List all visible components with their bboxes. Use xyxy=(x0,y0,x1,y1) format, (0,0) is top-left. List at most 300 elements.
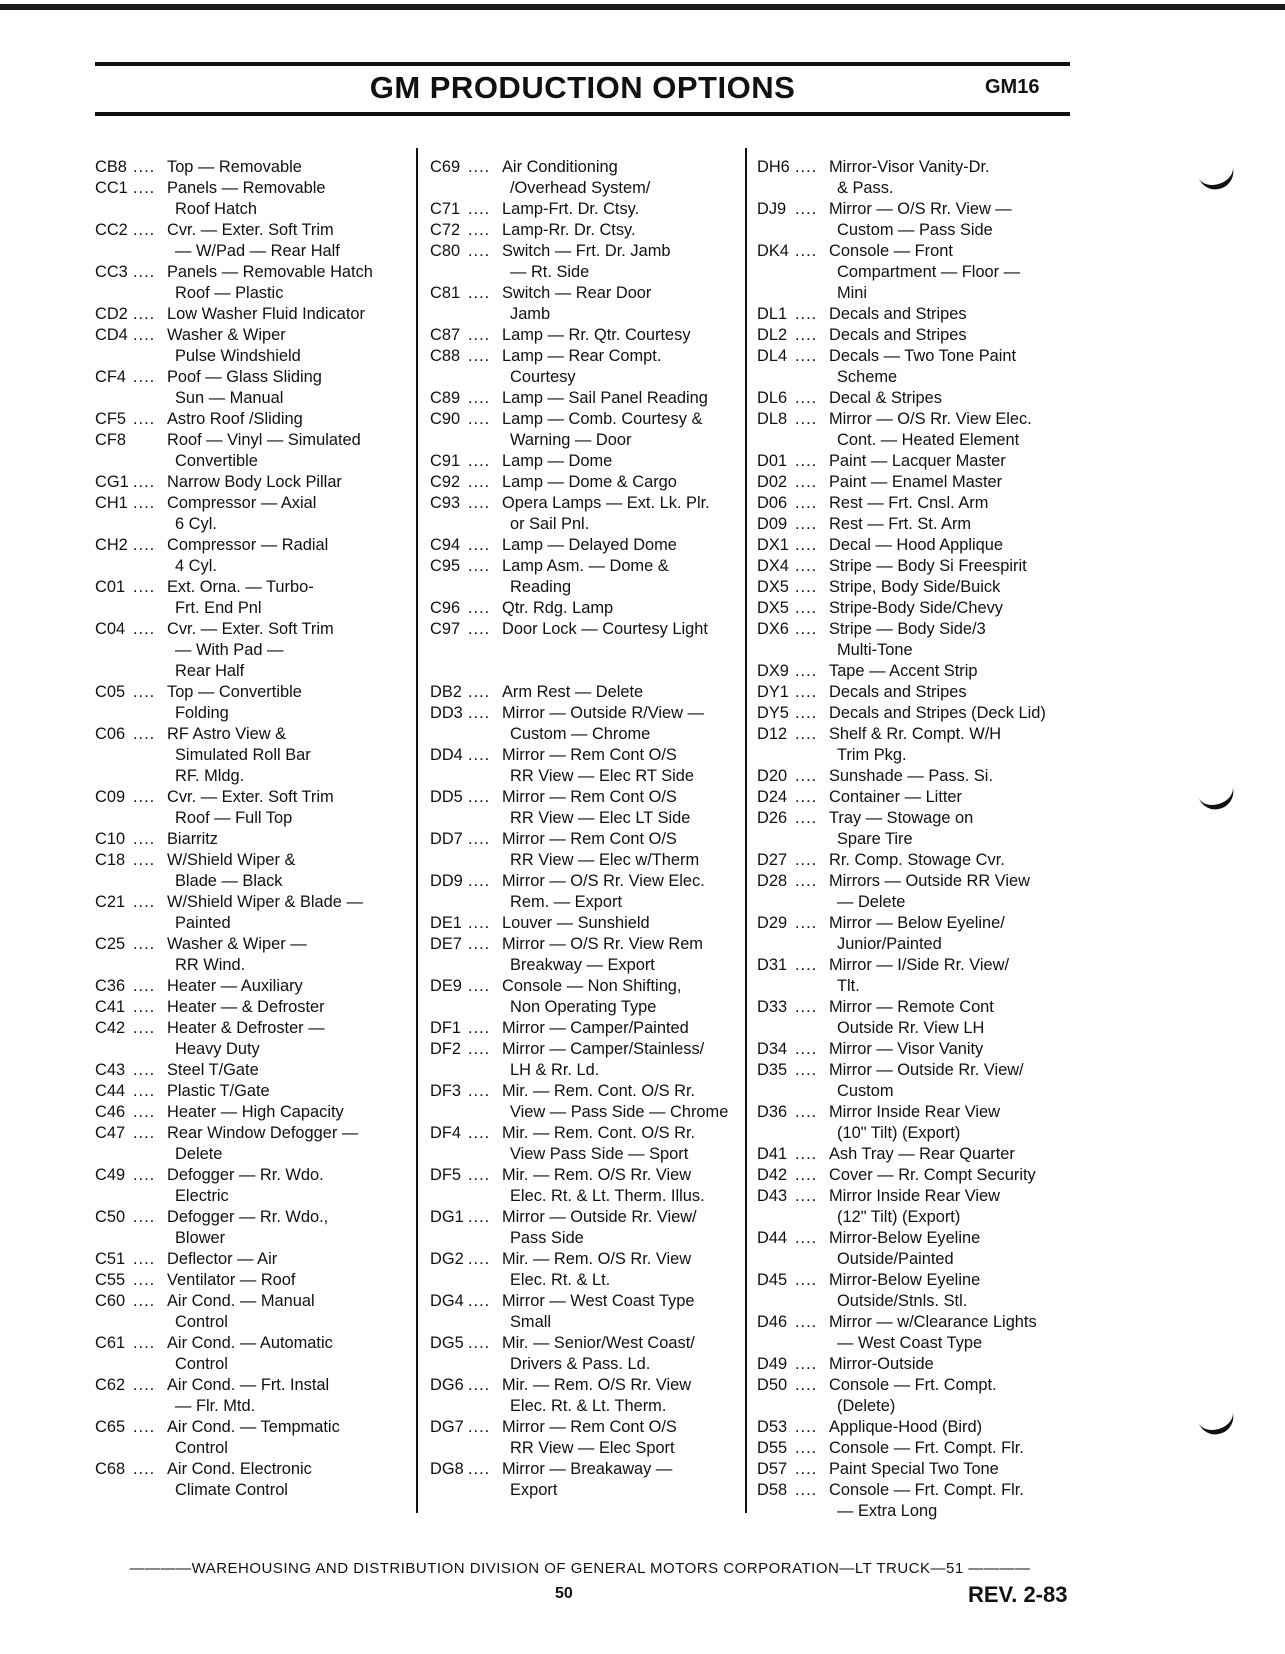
option-code: C43 xyxy=(95,1061,126,1079)
option-entry xyxy=(95,619,415,640)
option-entry xyxy=(430,472,745,493)
option-description: Rear Window Defogger — xyxy=(167,1124,359,1142)
option-description: Tray — Stowage on xyxy=(829,809,974,827)
leader-dots: .... xyxy=(795,1166,818,1184)
leader-dots: .... xyxy=(795,998,818,1016)
option-code: C96 xyxy=(430,599,461,617)
leader-dots: .... xyxy=(795,200,818,218)
option-entry xyxy=(95,724,415,745)
option-code: D55 xyxy=(757,1439,788,1457)
option-code: DF4 xyxy=(430,1124,461,1142)
option-code: CB8 xyxy=(95,158,127,176)
leader-dots: .... xyxy=(133,473,156,491)
option-entry xyxy=(95,976,415,997)
option-entry xyxy=(430,829,745,850)
option-code: CG1 xyxy=(95,473,129,491)
leader-dots: .... xyxy=(795,1418,818,1436)
option-code: DL8 xyxy=(757,410,788,428)
option-description-continued: Folding xyxy=(175,704,229,722)
option-description-continued: Simulated Roll Bar xyxy=(175,746,311,764)
option-description-continued: Elec. Rt. & Lt. Therm. xyxy=(510,1397,667,1415)
option-description: Mirror — Rem Cont O/S xyxy=(502,830,677,848)
option-entry xyxy=(430,1018,745,1039)
option-description-continued: RR Wind. xyxy=(175,956,246,974)
option-code: D58 xyxy=(757,1481,788,1499)
option-code: DG2 xyxy=(430,1250,464,1268)
option-code: C93 xyxy=(430,494,461,512)
option-description-continued: Elec. Rt. & Lt. xyxy=(510,1271,611,1289)
option-entry xyxy=(95,430,415,451)
leader-dots: .... xyxy=(133,1166,156,1184)
option-code: DF5 xyxy=(430,1166,461,1184)
option-description: Cvr. — Exter. Soft Trim xyxy=(167,620,334,638)
option-description-continued: Painted xyxy=(175,914,231,932)
option-entry xyxy=(430,451,745,472)
option-code: C61 xyxy=(95,1334,126,1352)
option-description: Console — Non Shifting, xyxy=(502,977,682,995)
option-code: DK4 xyxy=(757,242,789,260)
option-description: Lamp — Delayed Dome xyxy=(502,536,677,554)
option-code: DF3 xyxy=(430,1082,461,1100)
option-entry xyxy=(757,787,1087,808)
option-description-continued: RR View — Elec w/Therm xyxy=(510,851,700,869)
option-description: Mirror — O/S Rr. View — xyxy=(829,200,1012,218)
option-entry xyxy=(757,1144,1087,1165)
option-code: D45 xyxy=(757,1271,788,1289)
leader-dots: .... xyxy=(133,263,156,281)
option-code: C51 xyxy=(95,1250,126,1268)
leader-dots: .... xyxy=(133,1019,156,1037)
option-entry xyxy=(757,1459,1087,1480)
page-code: GM16 xyxy=(985,76,1040,98)
option-description-continued: Outside/Painted xyxy=(837,1250,954,1268)
option-description-continued: LH & Rr. Ld. xyxy=(510,1061,600,1079)
leader-dots: .... xyxy=(795,452,818,470)
option-code: C36 xyxy=(95,977,126,995)
option-code: C04 xyxy=(95,620,126,638)
option-description: Arm Rest — Delete xyxy=(502,683,644,701)
option-code: DX5 xyxy=(757,578,789,596)
option-description: Sunshade — Pass. Si. xyxy=(829,767,993,785)
option-entry xyxy=(95,472,415,493)
option-entry xyxy=(430,283,745,304)
option-code: D29 xyxy=(757,914,788,932)
option-entry xyxy=(95,787,415,808)
option-code: DD9 xyxy=(430,872,463,890)
leader-dots: .... xyxy=(133,578,156,596)
leader-dots: .... xyxy=(468,830,491,848)
option-code: DJ9 xyxy=(757,200,787,218)
option-description: Decals and Stripes xyxy=(829,683,967,701)
leader-dots: .... xyxy=(133,536,156,554)
leader-dots: .... xyxy=(468,599,491,617)
option-entry xyxy=(757,346,1087,367)
leader-dots: .... xyxy=(795,599,818,617)
option-entry xyxy=(430,787,745,808)
option-description: Mirror — Rem Cont O/S xyxy=(502,1418,677,1436)
option-description: Heater & Defroster — xyxy=(167,1019,325,1037)
leader-dots: .... xyxy=(795,1103,818,1121)
option-code: C80 xyxy=(430,242,461,260)
option-code: DG7 xyxy=(430,1418,464,1436)
option-code: C65 xyxy=(95,1418,126,1436)
leader-dots: .... xyxy=(133,830,156,848)
option-code: D01 xyxy=(757,452,788,470)
revision-label: REV. 2-83 xyxy=(968,1582,1068,1607)
option-description: Mirror — Camper/Painted xyxy=(502,1019,689,1037)
option-description-continued: Scheme xyxy=(837,368,898,386)
option-description: Deflector — Air xyxy=(167,1250,278,1268)
option-description: Narrow Body Lock Pillar xyxy=(167,473,342,491)
option-description: Ash Tray — Rear Quarter xyxy=(829,1145,1015,1163)
option-description-continued: — West Coast Type xyxy=(837,1334,983,1352)
option-description: Panels — Removable xyxy=(167,179,326,197)
option-description: Biarritz xyxy=(167,830,218,848)
option-description-continued: & Pass. xyxy=(837,179,894,197)
leader-dots: .... xyxy=(133,494,156,512)
leader-dots: .... xyxy=(133,683,156,701)
option-code: DF2 xyxy=(430,1040,461,1058)
leader-dots: .... xyxy=(795,578,818,596)
option-description: Decals and Stripes xyxy=(829,305,967,323)
leader-dots: .... xyxy=(468,452,491,470)
option-entry xyxy=(430,556,745,577)
option-description: Lamp — Rear Compt. xyxy=(502,347,662,365)
option-description-continued: Rem. — Export xyxy=(510,893,623,911)
option-description: Rr. Comp. Stowage Cvr. xyxy=(829,851,1005,869)
option-description: Mir. — Rem. O/S Rr. View xyxy=(502,1376,692,1394)
option-description: Cover — Rr. Compt Security xyxy=(829,1166,1036,1184)
leader-dots: .... xyxy=(795,956,818,974)
option-description: Applique-Hood (Bird) xyxy=(829,1418,983,1436)
option-description: Mirror — Below Eyeline/ xyxy=(829,914,1005,932)
option-entry xyxy=(757,472,1087,493)
leader-dots: .... xyxy=(795,347,818,365)
option-description: Container — Litter xyxy=(829,788,963,806)
option-description-continued: Control xyxy=(175,1355,228,1373)
leader-dots: .... xyxy=(468,494,491,512)
option-entry xyxy=(757,388,1087,409)
option-description: Mirror — Visor Vanity xyxy=(829,1040,984,1058)
leader-dots: .... xyxy=(468,935,491,953)
option-code: CD4 xyxy=(95,326,128,344)
header-rule-bottom xyxy=(95,112,1070,116)
option-code: DE7 xyxy=(430,935,462,953)
option-description: Decals — Two Tone Paint xyxy=(829,347,1017,365)
option-entry xyxy=(430,934,745,955)
leader-dots: .... xyxy=(468,977,491,995)
option-description-continued: Electric xyxy=(175,1187,229,1205)
options-column-1 xyxy=(95,157,415,1501)
leader-dots: .... xyxy=(133,851,156,869)
leader-dots: .... xyxy=(468,1208,491,1226)
option-entry xyxy=(757,766,1087,787)
option-code: C62 xyxy=(95,1376,126,1394)
option-description-continued: Mini xyxy=(837,284,868,302)
option-code: C68 xyxy=(95,1460,126,1478)
option-code: C95 xyxy=(430,557,461,575)
leader-dots: .... xyxy=(133,620,156,638)
option-description-continued: — W/Pad — Rear Half xyxy=(175,242,340,260)
option-entry xyxy=(95,892,415,913)
option-description: Mirror-Visor Vanity-Dr. xyxy=(829,158,990,176)
option-description-continued: Outside/Stnls. Stl. xyxy=(837,1292,968,1310)
option-description: Defogger — Rr. Wdo., xyxy=(167,1208,329,1226)
option-description-continued: — Delete xyxy=(837,893,906,911)
option-description-continued: (10" Tilt) (Export) xyxy=(837,1124,961,1142)
option-description: Heater — High Capacity xyxy=(167,1103,344,1121)
option-description-continued: Roof — Full Top xyxy=(175,809,293,827)
option-code: C71 xyxy=(430,200,461,218)
option-description-continued: Frt. End Pnl xyxy=(175,599,262,617)
option-description: Mirrors — Outside RR View xyxy=(829,872,1030,890)
option-description-continued: or Sail Pnl. xyxy=(510,515,590,533)
leader-dots: .... xyxy=(795,1187,818,1205)
option-description: Roof — Vinyl — Simulated xyxy=(167,431,361,449)
option-entry xyxy=(95,1333,415,1354)
leader-dots: .... xyxy=(795,536,818,554)
option-description: Ventilator — Roof xyxy=(167,1271,296,1289)
option-entry xyxy=(95,157,415,178)
option-description: Mirror-Outside xyxy=(829,1355,934,1373)
option-code: D26 xyxy=(757,809,788,827)
option-code: C41 xyxy=(95,998,126,1016)
option-description: Decals and Stripes (Deck Lid) xyxy=(829,704,1046,722)
leader-dots: .... xyxy=(468,242,491,260)
option-description: Mirror — O/S Rr. View Elec. xyxy=(502,872,705,890)
option-description: Rest — Frt. St. Arm xyxy=(829,515,972,533)
option-code: C92 xyxy=(430,473,461,491)
option-entry xyxy=(757,451,1087,472)
binder-hole-mark xyxy=(1198,785,1238,814)
option-code: DD4 xyxy=(430,746,463,764)
option-code: C10 xyxy=(95,830,126,848)
option-entry xyxy=(757,157,1087,178)
option-description: Mirror — I/Side Rr. View/ xyxy=(829,956,1010,974)
option-description: Lamp — Dome xyxy=(502,452,613,470)
option-description-continued: 6 Cyl. xyxy=(175,515,217,533)
option-description: W/Shield Wiper & Blade — xyxy=(167,893,363,911)
option-description: Lamp Asm. — Dome & xyxy=(502,557,669,575)
option-entry xyxy=(757,325,1087,346)
option-code: C94 xyxy=(430,536,461,554)
option-code: DL1 xyxy=(757,305,788,323)
leader-dots: .... xyxy=(133,935,156,953)
leader-dots: .... xyxy=(795,1355,818,1373)
option-entry xyxy=(757,1375,1087,1396)
option-description: Switch — Rear Door xyxy=(502,284,652,302)
option-description-continued: Compartment — Floor — xyxy=(837,263,1021,281)
option-description: Low Washer Fluid Indicator xyxy=(167,305,365,323)
options-column-2 xyxy=(430,157,745,1501)
option-description: Mir. — Rem. O/S Rr. View xyxy=(502,1250,692,1268)
option-code: CH1 xyxy=(95,494,128,512)
option-description: Mirror — Outside Rr. View/ xyxy=(829,1061,1024,1079)
option-description: Heater — & Defroster xyxy=(167,998,325,1016)
option-code: D12 xyxy=(757,725,788,743)
option-entry xyxy=(430,220,745,241)
option-entry xyxy=(757,724,1087,745)
option-description: Mirror — Outside R/View — xyxy=(502,704,704,722)
option-description: Stripe-Body Side/Chevy xyxy=(829,599,1004,617)
option-description: Lamp-Frt. Dr. Ctsy. xyxy=(502,200,640,218)
leader-dots: .... xyxy=(133,221,156,239)
option-code: D53 xyxy=(757,1418,788,1436)
option-entry xyxy=(757,850,1087,871)
option-code: CF4 xyxy=(95,368,126,386)
option-entry xyxy=(430,619,745,640)
option-description: Defogger — Rr. Wdo. xyxy=(167,1166,324,1184)
option-code: C87 xyxy=(430,326,461,344)
option-description: Mirror-Below Eyeline xyxy=(829,1229,981,1247)
leader-dots: .... xyxy=(133,1271,156,1289)
leader-dots: .... xyxy=(133,1082,156,1100)
option-description-continued: Small xyxy=(510,1313,551,1331)
option-entry xyxy=(95,1417,415,1438)
option-description: Console — Frt. Compt. xyxy=(829,1376,997,1394)
option-entry xyxy=(95,1102,415,1123)
option-description-continued: Warning — Door xyxy=(510,431,632,449)
option-code: DX4 xyxy=(757,557,789,575)
option-code: D46 xyxy=(757,1313,788,1331)
option-entry xyxy=(95,997,415,1018)
option-entry xyxy=(430,409,745,430)
option-description: Mir. — Senior/West Coast/ xyxy=(502,1334,695,1352)
leader-dots xyxy=(133,430,167,451)
leader-dots: .... xyxy=(133,305,156,323)
option-entry xyxy=(757,913,1087,934)
option-description: Paint — Enamel Master xyxy=(829,473,1003,491)
option-entry xyxy=(95,1081,415,1102)
leader-dots: .... xyxy=(795,1061,818,1079)
option-description: Poof — Glass Sliding xyxy=(167,368,322,386)
option-entry xyxy=(430,745,745,766)
option-code: C25 xyxy=(95,935,126,953)
option-code: DX6 xyxy=(757,620,789,638)
column-gap xyxy=(430,640,745,682)
option-description-continued: Heavy Duty xyxy=(175,1040,260,1058)
leader-dots: .... xyxy=(468,620,491,638)
option-entry xyxy=(430,1291,745,1312)
option-description: Lamp — Rr. Qtr. Courtesy xyxy=(502,326,691,344)
option-description: Lamp — Dome & Cargo xyxy=(502,473,677,491)
option-description-continued: Rear Half xyxy=(175,662,245,680)
option-entry xyxy=(430,1333,745,1354)
top-scan-band xyxy=(0,4,1285,10)
option-code: CF5 xyxy=(95,410,126,428)
leader-dots: .... xyxy=(468,914,491,932)
option-description: Compressor — Axial xyxy=(167,494,317,512)
option-description: Heater — Auxiliary xyxy=(167,977,303,995)
option-code: C60 xyxy=(95,1292,126,1310)
option-entry xyxy=(95,304,415,325)
option-entry xyxy=(757,556,1087,577)
option-code: DG5 xyxy=(430,1334,464,1352)
option-entry xyxy=(430,493,745,514)
option-entry xyxy=(95,220,415,241)
option-code: D44 xyxy=(757,1229,788,1247)
option-description-continued: Junior/Painted xyxy=(837,935,942,953)
leader-dots: .... xyxy=(133,368,156,386)
option-entry xyxy=(757,241,1087,262)
leader-dots: .... xyxy=(133,1418,156,1436)
option-description-continued: Roof — Plastic xyxy=(175,284,284,302)
option-description-continued: Sun — Manual xyxy=(175,389,284,407)
header-rule-top xyxy=(95,62,1070,66)
option-entry xyxy=(95,262,415,283)
option-entry xyxy=(757,1438,1087,1459)
option-description-continued: Cont. — Heated Element xyxy=(837,431,1020,449)
option-description: Mirror — Outside Rr. View/ xyxy=(502,1208,697,1226)
option-entry xyxy=(430,1459,745,1480)
leader-dots: .... xyxy=(795,767,818,785)
leader-dots: .... xyxy=(795,557,818,575)
option-entry xyxy=(757,493,1087,514)
option-code: DY5 xyxy=(757,704,789,722)
binder-hole-mark xyxy=(1198,1410,1238,1439)
option-code: DY1 xyxy=(757,683,789,701)
option-entry xyxy=(757,577,1087,598)
option-description-continued: Pulse Windshield xyxy=(175,347,301,365)
option-entry xyxy=(430,1375,745,1396)
option-code: C46 xyxy=(95,1103,126,1121)
option-entry xyxy=(95,325,415,346)
option-description-continued: Control xyxy=(175,1439,228,1457)
option-code: C50 xyxy=(95,1208,126,1226)
option-entry xyxy=(95,1249,415,1270)
option-description: Rest — Frt. Cnsl. Arm xyxy=(829,494,989,512)
option-description-continued: Spare Tire xyxy=(837,830,913,848)
leader-dots: .... xyxy=(468,410,491,428)
option-description: Tape — Accent Strip xyxy=(829,662,978,680)
leader-dots: .... xyxy=(468,1166,491,1184)
leader-dots: .... xyxy=(468,158,491,176)
option-entry xyxy=(757,1417,1087,1438)
option-description-continued: Non Operating Type xyxy=(510,998,657,1016)
option-entry xyxy=(757,1312,1087,1333)
leader-dots: .... xyxy=(468,1418,491,1436)
option-code: DX1 xyxy=(757,536,789,554)
option-entry xyxy=(757,682,1087,703)
option-code: D57 xyxy=(757,1460,788,1478)
option-description-continued: Convertible xyxy=(175,452,258,470)
option-code: C90 xyxy=(430,410,461,428)
option-entry xyxy=(95,535,415,556)
option-entry xyxy=(95,829,415,850)
option-description: Air Cond. — Frt. Instal xyxy=(167,1376,330,1394)
option-code: C42 xyxy=(95,1019,126,1037)
option-code: D50 xyxy=(757,1376,788,1394)
option-code: DL4 xyxy=(757,347,788,365)
option-description: Mirror Inside Rear View xyxy=(829,1187,1000,1205)
option-entry xyxy=(430,598,745,619)
option-entry xyxy=(757,409,1087,430)
option-description-continued: (12" Tilt) (Export) xyxy=(837,1208,961,1226)
option-code: D20 xyxy=(757,767,788,785)
option-code: DH6 xyxy=(757,158,790,176)
option-description: Air Cond. Electronic xyxy=(167,1460,312,1478)
leader-dots: .... xyxy=(468,347,491,365)
option-description: Stripe — Body Si Freespirit xyxy=(829,557,1027,575)
option-code: C09 xyxy=(95,788,126,806)
option-description: Cvr. — Exter. Soft Trim xyxy=(167,788,334,806)
option-description-continued: Blower xyxy=(175,1229,226,1247)
option-code: C69 xyxy=(430,158,461,176)
option-entry xyxy=(95,1207,415,1228)
option-code: DL2 xyxy=(757,326,788,344)
option-entry xyxy=(757,808,1087,829)
column-divider-2 xyxy=(745,148,747,1513)
